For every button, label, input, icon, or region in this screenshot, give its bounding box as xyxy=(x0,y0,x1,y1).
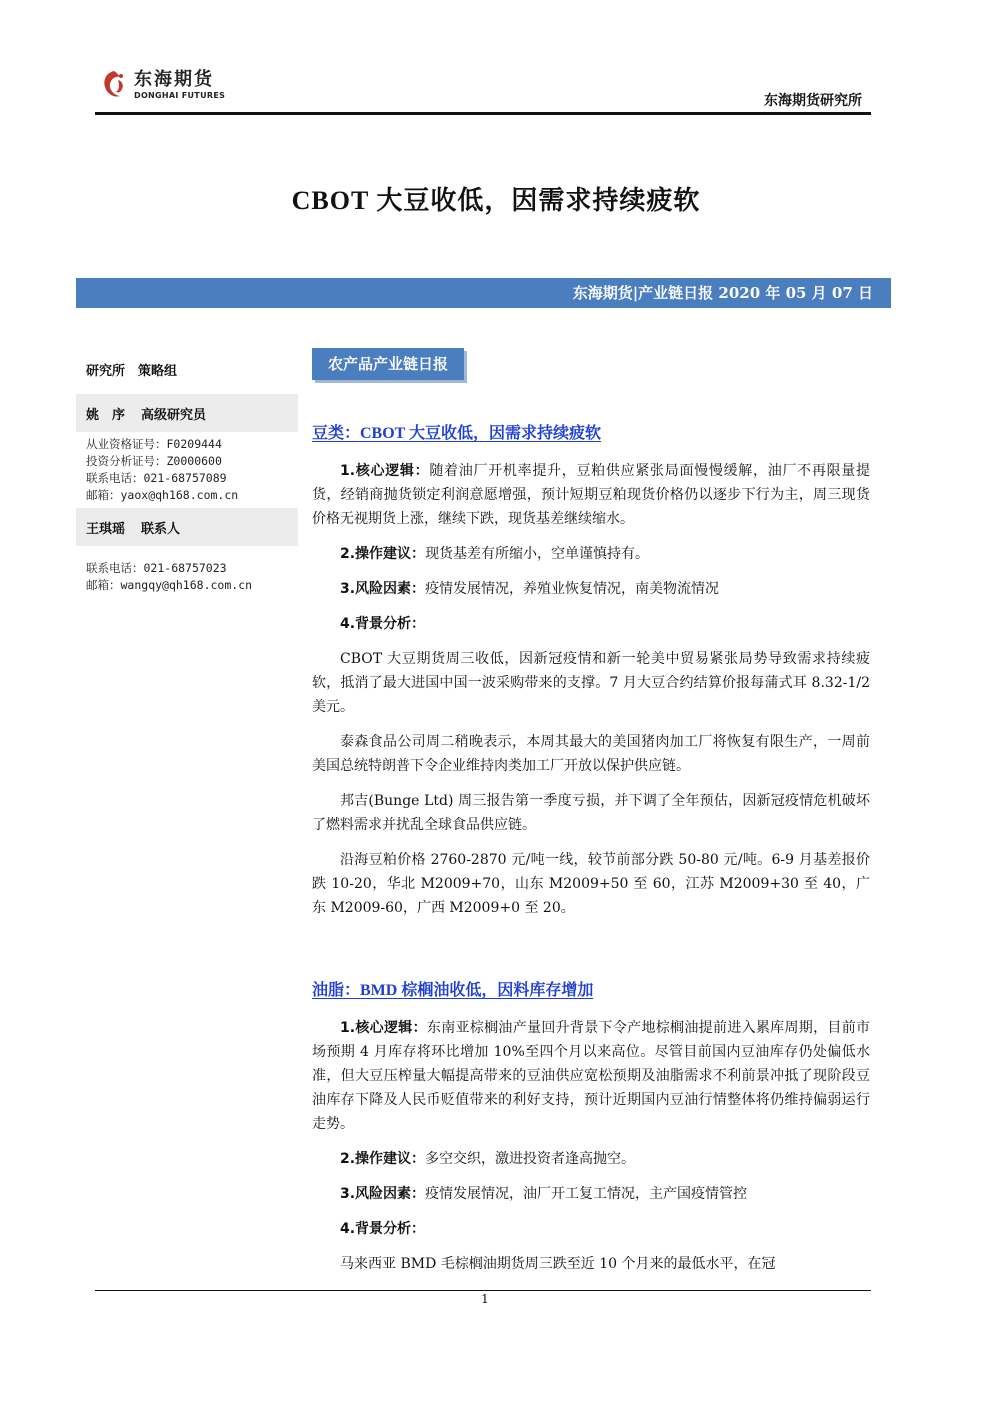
paragraph: 马来西亚 BMD 毛棕榈油期货周三跌至近 10 个月来的最低水平，在冠 xyxy=(340,1256,776,1272)
item-text: 现货基差有所缩小，空单谨慎持有。 xyxy=(425,546,650,562)
beans-core-logic xyxy=(312,459,870,531)
contact-details xyxy=(76,546,298,598)
beans-background xyxy=(312,612,870,636)
analyst-role: 高级研究员 xyxy=(141,408,207,423)
header-organization: 东海期货研究所 xyxy=(764,93,862,109)
item-text: 东南亚棕榈油产量回升背景下令产地棕榈油提前进入累库周期，目前市场预期 4 月库存将环比增加 10%至四个月以来高位。尽管目前国内豆油库存仍处偏低水准，但大豆压榨量大幅提高带来的豆油供应宽松预期及油脂需求不利前景冲抵了现阶段豆油库存下降及人民币贬值带来的利好支持，预计近期国内豆油行情整体将仍维持偏弱运行走势。 xyxy=(312,1020,871,1132)
item-label: 4.背景分析： xyxy=(340,1221,426,1237)
dragon-logo-icon xyxy=(100,68,128,102)
analyst-license: 投资分析证号：Z0000600 xyxy=(86,454,222,468)
item-text: 疫情发展情况，油厂开工复工情况，主产国疫情管控 xyxy=(425,1186,748,1202)
beans-advice xyxy=(312,542,870,566)
report-title: CBOT 大豆收低，因需求持续疲软 xyxy=(291,186,701,215)
beans-risk xyxy=(312,577,870,601)
contact-name: 王琪瑶 xyxy=(86,522,126,537)
section-tag: 农产品产业链日报 xyxy=(312,348,464,380)
item-label: 4.背景分析： xyxy=(340,616,426,632)
analyst-name: 姚 序 xyxy=(86,408,126,423)
analyst-phone: 联系电话：021-68757089 xyxy=(86,471,227,485)
logo-name-en: DONGHAI FUTURES xyxy=(134,90,226,100)
contact-email: 邮箱：wangqy@qh168.com.cn xyxy=(86,578,253,592)
item-text: 多空交织，激进投资者逢高抛空。 xyxy=(425,1151,636,1167)
contact-phone: 联系电话：021-68757023 xyxy=(86,561,227,575)
item-label: 1.核心逻辑： xyxy=(340,463,430,479)
main-content xyxy=(312,420,870,1287)
analyst-name-row xyxy=(76,394,298,432)
oils-background xyxy=(312,1217,870,1241)
company-logo xyxy=(100,68,225,102)
item-label: 3.风险因素： xyxy=(340,1186,426,1202)
item-label: 1.核心逻辑： xyxy=(340,1020,427,1036)
paragraph: CBOT 大豆期货周三收低，因新冠疫情和新一轮美中贸易紧张局势导致需求持续疲软，抵消了最大进国中国一波采购带来的支撑。7 月大豆合约结算价报每蒲式耳 8.32-1/2 美元。 xyxy=(312,651,870,715)
oils-advice xyxy=(312,1147,870,1171)
section-heading-beans[interactable]: 豆类：CBOT 大豆收低，因需求持续疲软 xyxy=(312,425,602,442)
analyst-email: 邮箱：yaox@qh168.com.cn xyxy=(86,488,239,502)
sidebar xyxy=(76,346,298,598)
sidebar-group: 研究所 策略组 xyxy=(86,364,178,379)
item-label: 2.操作建议： xyxy=(340,546,426,562)
section-heading-oils[interactable]: 油脂：BMD 棕榈油收低，因料库存增加 xyxy=(312,982,594,999)
oils-core-logic xyxy=(312,1016,870,1136)
contact-role: 联系人 xyxy=(141,522,181,537)
item-label: 3.风险因素： xyxy=(340,581,426,597)
item-text: 随着油厂开机率提升，豆粕供应紧张局面慢慢缓解，油厂不再限量提货，经销商抛货锁定利润意愿增强，预计短期豆粕现货价格仍以逐步下行为主，周三现货价格无视期货上涨，继续下跌，现货基差继续缩水。 xyxy=(312,463,871,527)
page-number: 1 xyxy=(481,1292,489,1306)
analyst-qualification: 从业资格证号：F0209444 xyxy=(86,437,222,451)
contact-name-row xyxy=(76,508,298,546)
logo-name-cn: 东海期货 xyxy=(134,68,214,90)
paragraph: 沿海豆粕价格 2760-2870 元/吨一线，较节前部分跌 50-80 元/吨。6-9 月基差报价跌 10-20，华北 M2009+70，山东 M2009+50 至 60，江苏 M2009+30 至 40，广东 M2009-60，广西 M2009+0 至 20。 xyxy=(312,852,870,916)
oils-risk xyxy=(312,1182,870,1206)
paragraph: 邦吉(Bunge Ltd) 周三报告第一季度亏损，并下调了全年预估，因新冠疫情危机破坏了燃料需求并扰乱全球食品供应链。 xyxy=(312,793,870,833)
analyst-contact xyxy=(76,432,298,508)
item-text: 疫情发展情况，养殖业恢复情况，南美物流情况 xyxy=(425,581,720,597)
report-banner: 东海期货|产业链日报 2020 年 05 月 07 日 xyxy=(76,278,891,308)
item-label: 2.操作建议： xyxy=(340,1151,426,1167)
header-divider xyxy=(95,112,871,115)
footer-divider xyxy=(95,1290,871,1291)
paragraph: 泰森食品公司周二稍晚表示，本周其最大的美国猪肉加工厂将恢复有限生产，一周前美国总统特朗普下令企业维持肉类加工厂开放以保护供应链。 xyxy=(312,734,870,774)
